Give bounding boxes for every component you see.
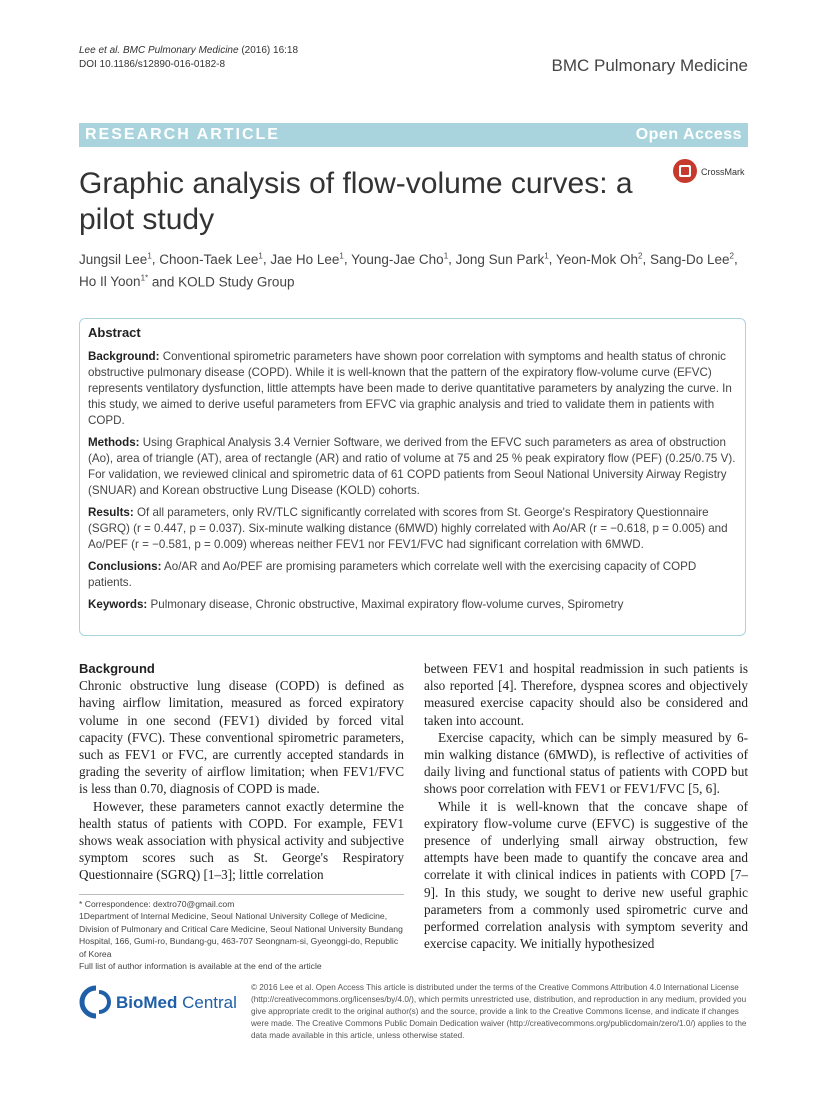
author-name: Jungsil Lee$^1$: [79, 251, 152, 267]
crossmark-badge[interactable]: [670, 156, 750, 186]
body-column-right: [424, 660, 748, 952]
journal-name: BMC Pulmonary Medicine: [551, 56, 748, 75]
methods-label: Methods:: [88, 436, 140, 449]
abstract-methods: [88, 435, 737, 499]
author-affiliation-mark: 1: [339, 251, 344, 260]
author-affiliation-mark: 1: [443, 251, 449, 260]
author-affiliation-mark: 1*: [140, 273, 149, 283]
author-name: Choon-Taek Lee$^1$: [159, 251, 263, 267]
article-type-label: RESEARCH ARTICLE: [85, 126, 280, 143]
abstract-results: [88, 505, 737, 553]
body-column-left: [79, 660, 404, 884]
author-name: Young-Jae Cho$^1$: [351, 251, 449, 267]
correspondence-note[interactable]: * Correspondence: dextro70@gmail.com: [79, 899, 235, 909]
author-name: Jae Ho Lee$^1$: [270, 251, 344, 267]
article-title: Graphic analysis of flow-volume curves: a pilot study: [79, 167, 633, 236]
methods-text: Using Graphical Analysis 3.4 Vernier Software, we derived from the EFVC such parameters as area of obstruction (Ao), area of triangle (AT), area of rectangle (AR) and ratio of volume at 75 and 25 % peak expiratory flow (PEF) (0.25/0.75 V). For validation, we reviewed clinical and spirometric data of 61 COPD patients from Seoul National University Airway Registry (SNUAR) and Korean obstructive Lung Disease (KOLD) cohorts.: [88, 436, 736, 497]
author-affiliation-mark: 2: [729, 251, 734, 260]
keywords-text: Pulmonary disease, Chronic obstructive, Maximal expiratory flow-volume curves, Spirometry: [150, 598, 624, 611]
affiliation-note: 1Department of Internal Medicine, Seoul National University College of Medicine, Division of Pulmonary and Critical Care Medicine, Seoul National University Bundang Hospital, 166, Gumi-ro, Bundang-gu, 463-707 Seongnam-si, Gyeonggi-do, Republic of Korea: [79, 911, 403, 959]
background-text: Conventional spirometric parameters have shown poor correlation with symptoms and health status of chronic obstructive pulmonary disease (COPD). While it is well-known that the pattern of the expiratory flow-volume curve (EFVC) represents ventilatory dysfunction, little attempts have been made to derive quantitative parameters by analyzing the curve. In this study, we aimed to derive useful parameters from EFVC via graphic analysis and tried to validate them in patients with COPD.: [88, 350, 732, 427]
citation-line: [79, 44, 298, 58]
author-list: Jungsil Lee$^1$, Choon-Taek Lee$^1$, Jae Ho Lee$^1$, Young-Jae Cho$^1$, Jong Sun Park$^1$, Yeon-Mok Oh$^2$, Sang-Do Lee$^2$, Ho Il Yoon$^{1*}$ and KOLD Study Group: [79, 251, 738, 289]
running-header: [79, 44, 298, 72]
conclusions-label: Conclusions:: [88, 560, 162, 573]
results-label: Results:: [88, 506, 134, 519]
author-info-note: Full list of author information is available at the end of the article: [79, 961, 322, 972]
background-label: Background:: [88, 350, 160, 363]
citation-journal: BMC Pulmonary Medicine: [122, 45, 239, 56]
citation-authors: Lee et al.: [79, 45, 121, 56]
biomed-central-icon: [79, 985, 239, 1019]
abstract-keywords: [88, 597, 737, 613]
body-paragraph: between FEV1 and hospital readmission in such patients is also reported [4]. Therefore, dyspnea scores and objectively measured exercise capacity should also be considered and taken into account.: [424, 661, 748, 728]
doi-line[interactable]: DOI 10.1186/s12890-016-0182-8: [79, 59, 226, 70]
abstract-box: [79, 318, 746, 636]
author-group: and KOLD Study Group: [148, 274, 295, 289]
svg-text:BioMed Central: BioMed Central: [116, 993, 237, 1012]
section-heading-background: Background: [79, 661, 155, 676]
footnote-divider: [79, 894, 404, 895]
author-name: Ho Il Yoon$^{1*}$: [79, 273, 149, 289]
author-affiliation-mark: 1: [544, 251, 549, 260]
citation-volume: (2016) 16:18: [241, 45, 299, 56]
conclusions-text: Ao/AR and Ao/PEF are promising parameters which correlate well with the exercising capacity of COPD patients.: [88, 560, 697, 589]
license-statement: © 2016 Lee et al. Open Access This article is distributed under the terms of the Creative Commons Attribution 4.0 International License (http://creativecommons.org/licenses/by/4.0/), which permits unrestricted use, distribution, and reproduction in any medium, provided you give appropriate credit to the original author(s) and the source, provide a link to the Creative Commons license, and indicate if changes were made. The Creative Commons Public Domain Dedication waiver (http://creativecommons.org/publicdomain/zero/1.0/) applies to the data made available in this article, unless otherwise stated.: [251, 983, 747, 1040]
author-affiliation-mark: 1: [147, 251, 152, 260]
footnotes: [79, 898, 404, 972]
open-access-label: Open Access: [635, 126, 742, 143]
results-text: Of all parameters, only RV/TLC significantly correlated with scores from St. George's Respiratory Questionnaire (SGRQ) (r = 0.447, p = 0.037). Six-minute walking distance (6MWD) highly correlated with Ao/AR (r = −0.618, p = 0.005) and Ao/PEF (r = −0.581, p = 0.009) whereas neither FEV1 nor FEV1/FVC had significant correlation with 6MWD.: [88, 506, 728, 551]
body-paragraph: Chronic obstructive lung disease (COPD) is defined as having airflow limitation, measured as forced expiratory volume in one second (FEV1) divided by forced vital capacity (FVC). These conventional spirometric parameters, such as FEV1 or FVC, are currently accepted standards in grading the severity of airflow limitation; when FEV1/FVC is less than 0.70, diagnosis of COPD is made.: [79, 678, 404, 797]
abstract-heading: Abstract: [88, 325, 141, 340]
keywords-label: Keywords:: [88, 598, 148, 611]
body-paragraph: While it is well-known that the concave shape of expiratory flow-volume curve (EFVC) is suggestive of the presence of underlying small airway obstruction, few attempts have been made to quantify the concave area and correlate it with clinical indices in patients with COPD [7–9]. In this study, we sought to derive new useful graphic parameters from a commonly used spirometric curve and performed correlation analysis with symptom severity and exercise capacity. We initially hypothesized: [424, 798, 748, 952]
crossmark-icon: [670, 156, 750, 186]
author-name: Sang-Do Lee$^2$: [649, 251, 734, 267]
abstract-background: [88, 349, 737, 429]
author-affiliation-mark: 2: [638, 251, 643, 260]
body-paragraph: However, these parameters cannot exactly determine the health status of patients with COPD. For example, FEV1 shows weak association with physical activity and subjective symptom scores such as St. George's Respiratory Questionnaire (SGRQ) [1–3]; little correlation: [79, 798, 404, 883]
body-paragraph: Exercise capacity, which can be simply measured by 6-min walking distance (6MWD), is reflective of activities of daily living and functional status of patients with COPD but shows poor correlation with FEV1 or FEV1/FVC [5, 6].: [424, 729, 748, 797]
biomed-central-logo: [79, 985, 239, 1019]
author-affiliation-mark: 1: [258, 251, 263, 260]
article-type-banner: [79, 123, 748, 147]
svg-text:CrossMark: CrossMark: [701, 167, 745, 177]
author-name: Yeon-Mok Oh$^2$: [555, 251, 643, 267]
author-name: Jong Sun Park$^1$: [455, 251, 549, 267]
abstract-conclusions: [88, 559, 737, 591]
